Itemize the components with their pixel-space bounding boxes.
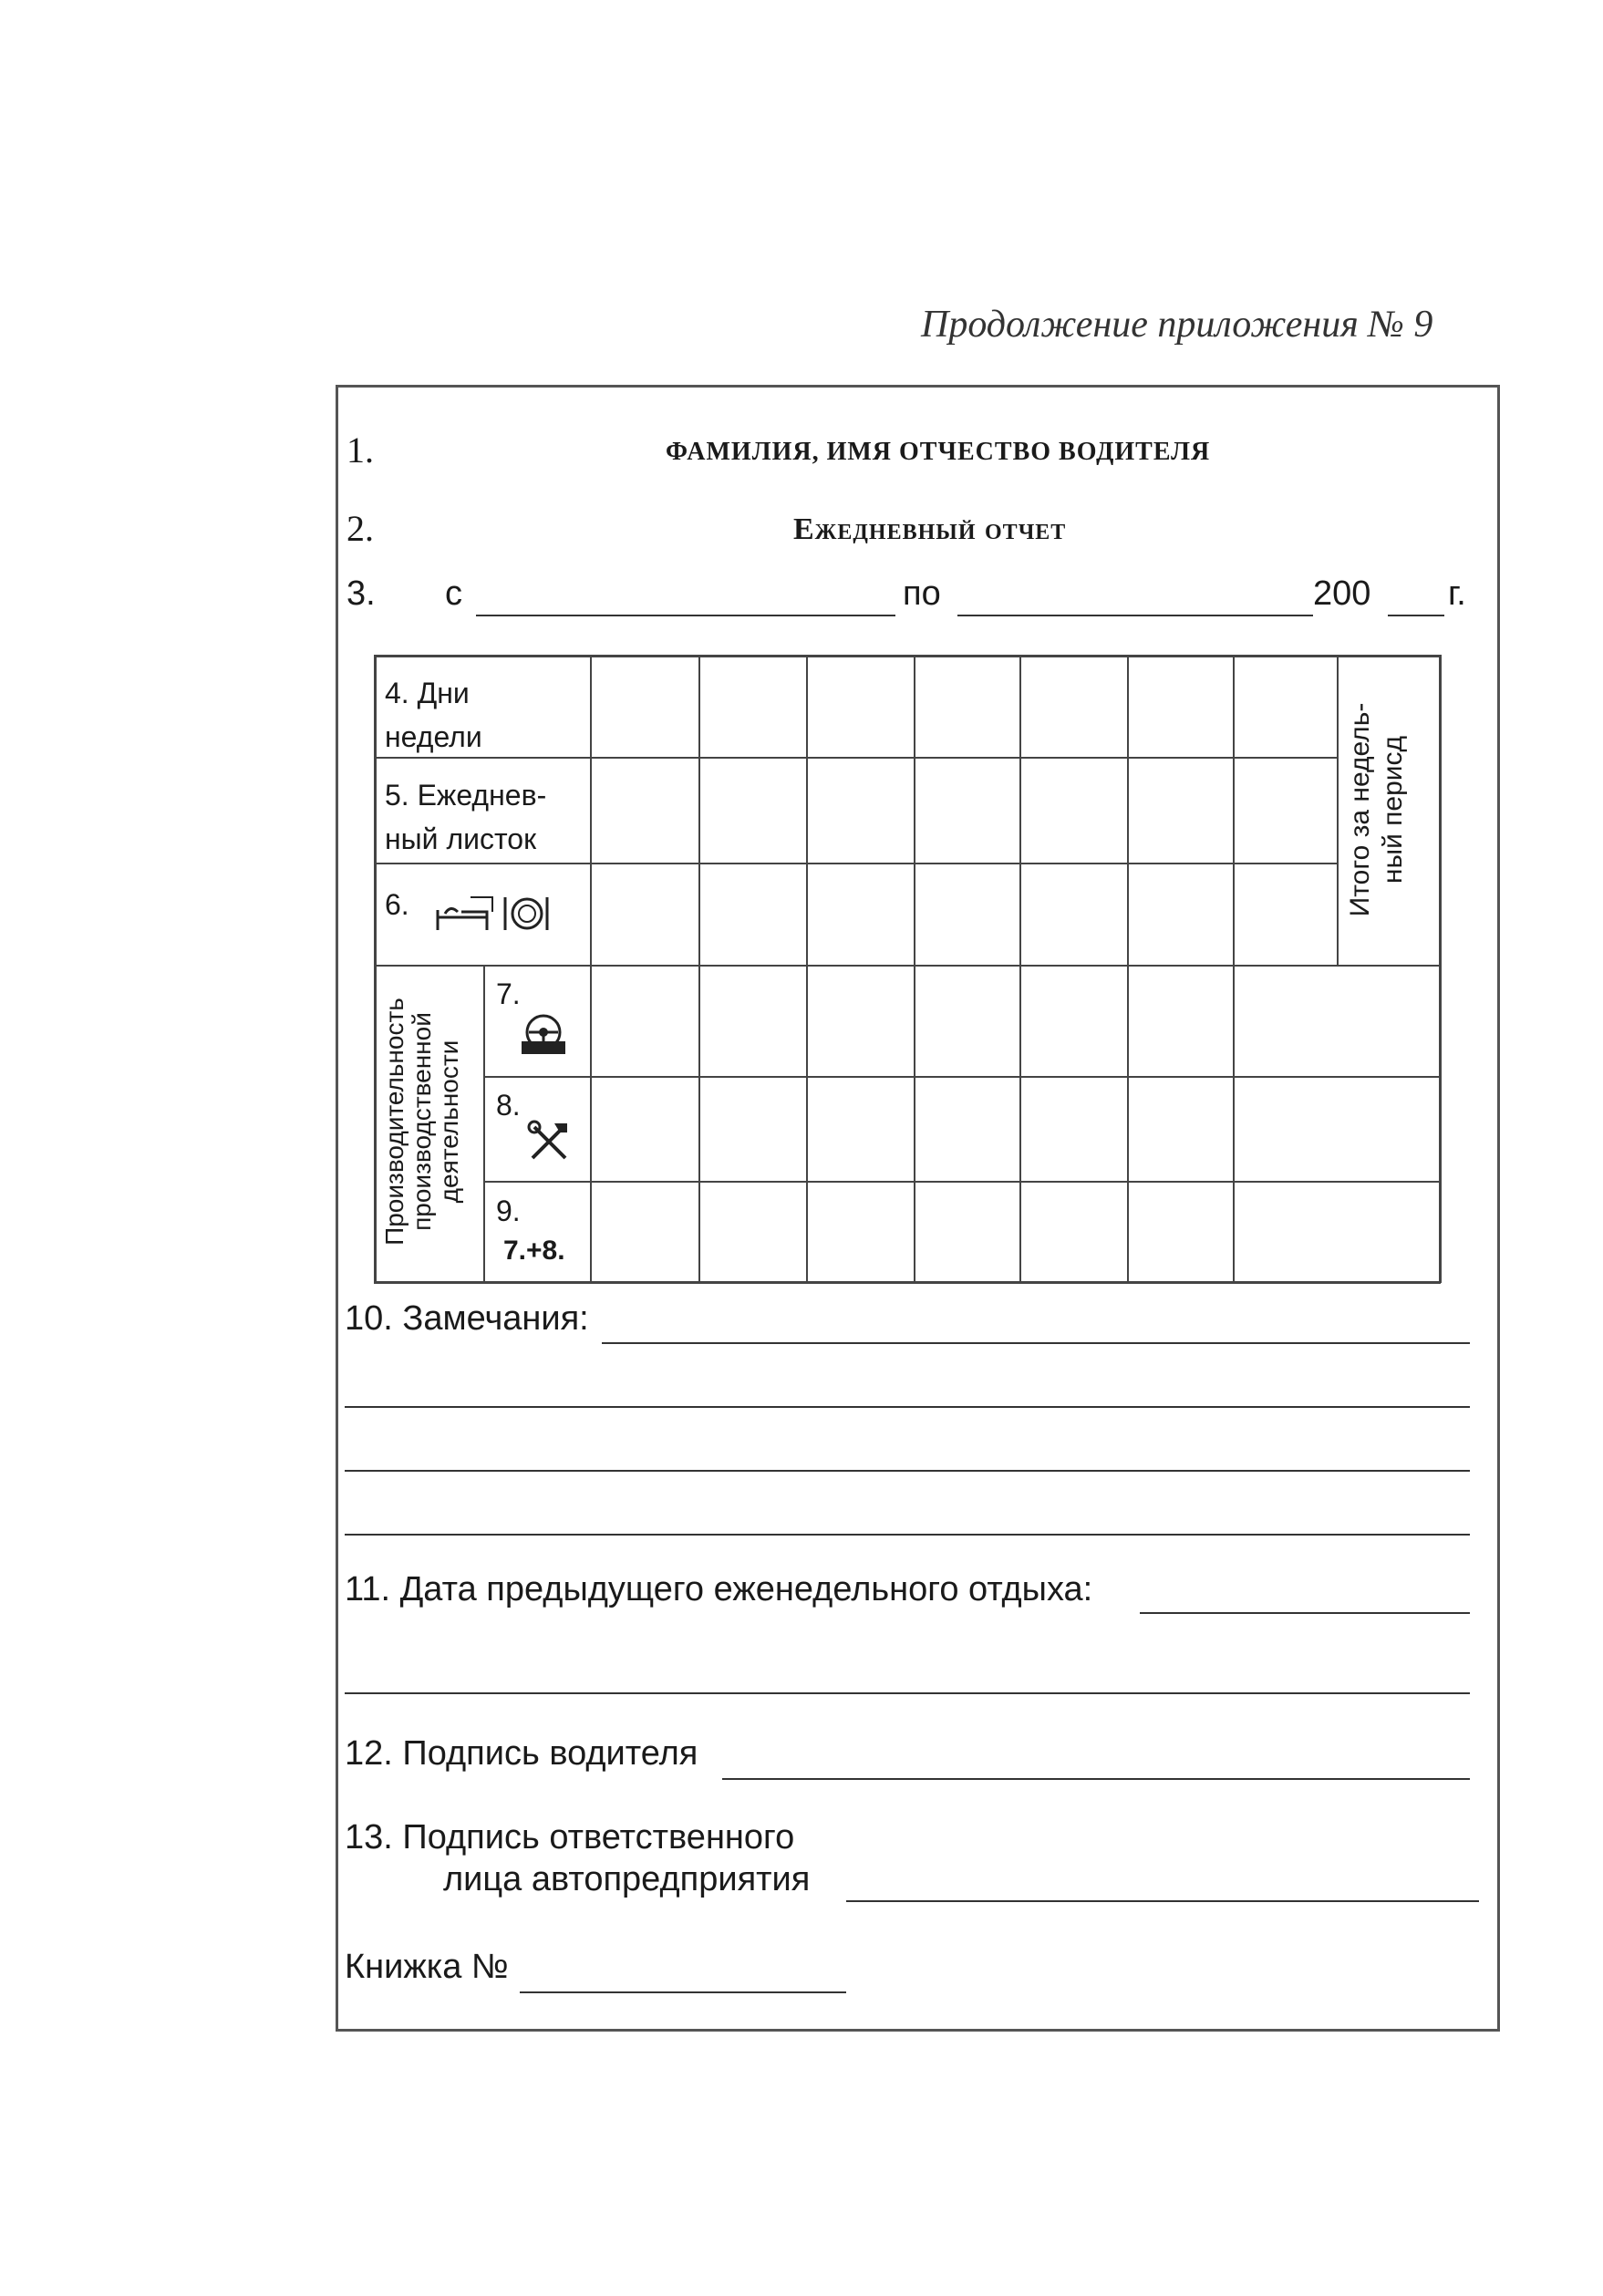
period-from-label: с [445, 574, 462, 613]
item-2-number: 2. [346, 508, 374, 549]
row-8-number: 8. [496, 1089, 521, 1122]
row-6-number: 6. [385, 888, 409, 921]
year-field[interactable] [1388, 615, 1444, 616]
period-to-field[interactable] [957, 615, 1313, 616]
remarks-field-line-3[interactable] [345, 1470, 1470, 1472]
remarks-field-line-2[interactable] [345, 1406, 1470, 1408]
row-9-number: 9. [496, 1195, 521, 1227]
row-7-number: 7. [496, 977, 521, 1010]
weekly-total-label: Итого за недель- ный перисд [1345, 702, 1408, 917]
year-suffix: г. [1448, 574, 1466, 613]
daily-report-title: Ежедневный отчет [793, 512, 1067, 546]
previous-rest-date-field-line-2[interactable] [345, 1692, 1470, 1694]
bed-icon [434, 894, 496, 940]
header-note: Продолжение приложения № 9 [921, 304, 1433, 346]
remarks-field-line-4[interactable] [345, 1534, 1470, 1536]
plate-cutlery-icon [500, 894, 551, 938]
booklet-number-label: Книжка № [345, 1948, 509, 1986]
responsible-signature-label-1: 13. Подпись ответственного [345, 1818, 795, 1856]
booklet-number-field[interactable] [520, 1991, 846, 1993]
remarks-field-line-1[interactable] [602, 1342, 1470, 1344]
driver-name-title: ФАМИЛИЯ, ИМЯ ОТЧЕСТВО ВОДИТЕЛЯ [666, 438, 1211, 466]
row-5-label: 5. Ежеднев- ный листок [385, 779, 547, 855]
tools-icon [527, 1120, 571, 1166]
period-from-field[interactable] [476, 615, 895, 616]
year-prefix: 200 [1313, 574, 1371, 613]
item-3-number: 3. [346, 574, 376, 613]
previous-rest-date-field[interactable] [1140, 1612, 1470, 1614]
driver-signature-label: 12. Подпись водителя [345, 1734, 698, 1773]
period-to-label: по [903, 574, 941, 613]
row-9-formula: 7.+8. [503, 1236, 565, 1266]
item-1-number: 1. [346, 429, 374, 471]
responsible-signature-label-2: лица автопредприятия [443, 1860, 811, 1898]
driver-signature-field[interactable] [722, 1778, 1470, 1780]
steering-wheel-icon [516, 1010, 571, 1062]
previous-rest-date-label: 11. Дата предыдущего еженедельного отдыха: [345, 1570, 1093, 1608]
productivity-group-label: Производительность производственной деятельности [380, 998, 463, 1246]
responsible-signature-field[interactable] [846, 1900, 1479, 1902]
remarks-label: 10. Замечания: [345, 1299, 589, 1338]
row-4-label: 4. Дни недели [385, 677, 482, 753]
